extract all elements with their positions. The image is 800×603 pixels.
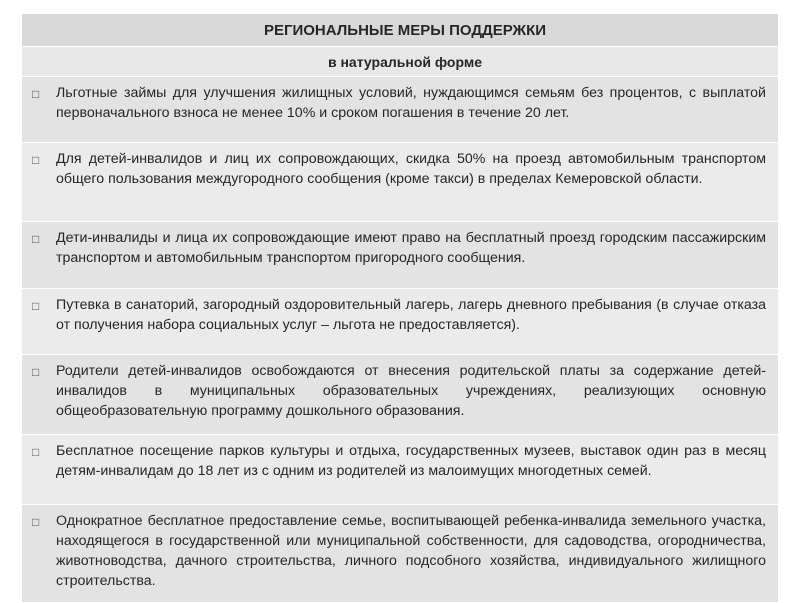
list-item: [22, 435, 778, 505]
list-item: [22, 222, 778, 289]
checkbox-bullet-icon: □: [32, 445, 40, 459]
list-item: [22, 143, 778, 222]
checkbox-bullet-icon: □: [32, 299, 40, 313]
list-item-text: Родители детей-инвалидов освобождаются от внесения родительской платы за содержание детей-инвалидов в муниципальных образовательных учреждениях, реализующих основную общеобразовательную программу дошкольного образования.: [56, 363, 766, 419]
list-item: [22, 505, 778, 603]
header-title-text: РЕГИОНАЛЬНЫЕ МЕРЫ ПОДДЕРЖКИ: [263, 22, 547, 39]
list-item-text: Однократное бесплатное предоставление семье, воспитывающей ребенка-инвалида земельного участка, находящегося в государственной или муниципальной собственности, для садоводства, огородничества, животноводства, дачного строительства, личного подсобного хозяйства, индивидуального жилищного строительства.: [56, 513, 766, 589]
support-measures-table: [22, 14, 778, 603]
list-item-text: Льготные займы для улучшения жилищных условий, нуждающимся семьям без процентов, с выплатой первоначального взноса не менее 10% и сроком погашения в течение 20 лет.: [56, 85, 766, 121]
checkbox-bullet-icon: □: [32, 365, 40, 379]
table-header-subtitle: [22, 47, 778, 77]
checkbox-bullet-icon: □: [32, 232, 40, 246]
checkbox-bullet-icon: □: [32, 87, 40, 101]
list-item: [22, 77, 778, 143]
checkbox-bullet-icon: □: [32, 515, 40, 529]
checkbox-bullet-icon: □: [32, 153, 40, 167]
list-item-text: Путевка в санаторий, загородный оздоровительный лагерь, лагерь дневного пребывания (в случае отказа от получения набора социальных услуг – льгота не предоставляется).: [56, 297, 766, 333]
header-subtitle-text: в натуральной форме: [327, 54, 482, 70]
list-item: [22, 355, 778, 435]
table-header-title: [22, 14, 778, 47]
list-item: [22, 289, 778, 355]
list-item-text: Для детей-инвалидов и лиц их сопровождающих, скидка 50% на проезд автомобильным транспортом общего пользования междугородного сообщения (кроме такси) в пределах Кемеровской области.: [56, 151, 766, 187]
list-item-text: Бесплатное посещение парков культуры и отдыха, государственных музеев, выставок один раз в месяц детям-инвалидам до 18 лет из с одним из родителей из малоимущих многодетных семей.: [56, 443, 766, 479]
list-item-text: Дети-инвалиды и лица их сопровождающие имеют право на бесплатный проезд городским пассажирским транспортом и автомобильным транспортом пригородного сообщения.: [56, 230, 766, 266]
